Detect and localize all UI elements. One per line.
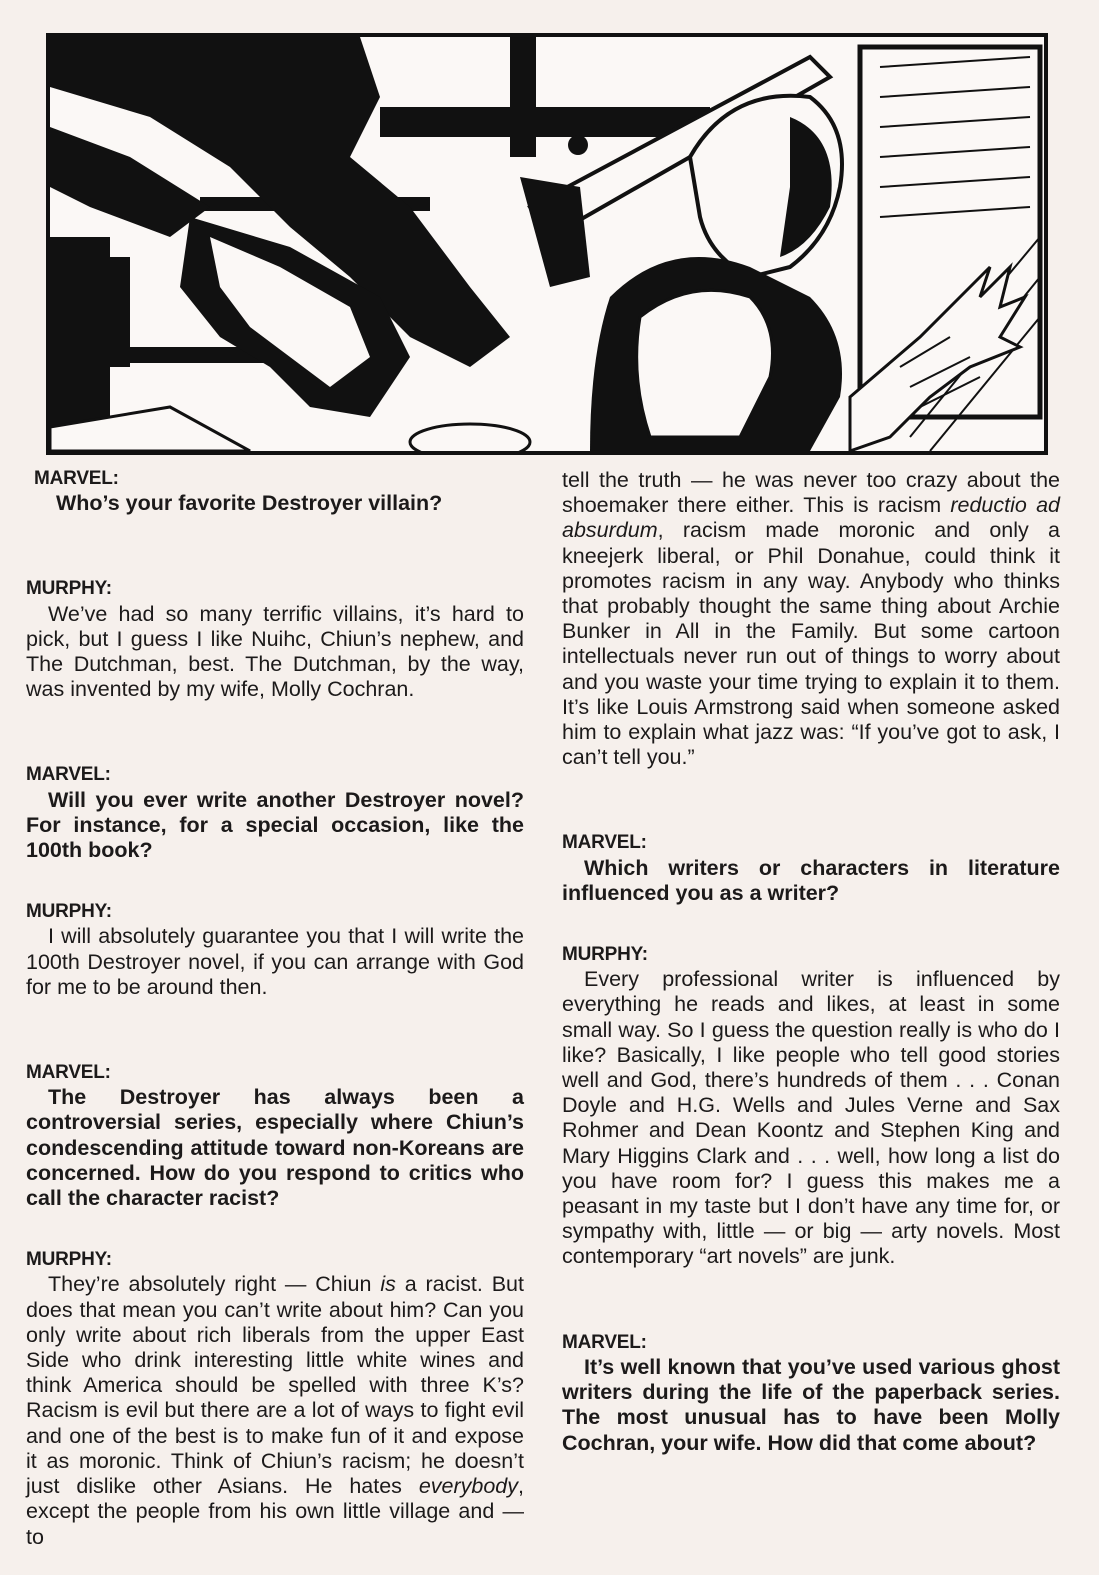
answer-text-part: , racism made moronic and only a kneejerk liberal, or Phil Donahue, could think it promotes racism in any way. Anybody who thinks that probably thought the same thing about Archie Bunker in All in the Family. But some cartoon intellectuals never run out of things to worry about and you waste your time trying to explain it to them. It’s like Louis Armstrong said when someone asked him to explain what jazz was: “If you’ve got to ask, I can’t tell you.” <box>562 518 1060 770</box>
answer-text-emphasis: is <box>380 1272 396 1297</box>
answer-text-part: a racist. But does that mean you can’t write about him? Can you only write about rich liberals from the upper East Side who drink interesting little white wines and think America should be spelled with three K’s? Racism is evil but there are a lot of ways to fight evil and one of the best is to make fun of it and expose it as moronic. Think of Chiun’s racism; he doesn’t just dislike other Asians. He hates <box>26 1272 524 1499</box>
speaker-label: MURPHY: <box>26 901 112 923</box>
answer-text-part: tell the truth — he was never too crazy about the shoemaker there either. This is racism <box>562 468 1060 518</box>
speaker-label: MURPHY: <box>26 1249 112 1271</box>
answer-text-part: They’re absolutely right — Chiun <box>48 1272 381 1297</box>
speaker-label: MARVEL: <box>26 1062 111 1084</box>
speaker-label: MARVEL: <box>562 832 647 854</box>
answer-text-part: , except the people from his own little village and — to <box>26 1474 524 1549</box>
comic-panel-illustration <box>46 33 1048 455</box>
speaker-label: MARVEL: <box>26 764 111 786</box>
question-text: The Destroyer has always been a controversial series, especially where Chiun’s condescending attitude toward non-Koreans are concerned. How do you respond to critics who call the character racist? <box>26 1085 524 1211</box>
answer-text: We’ve had so many terrific villains, it’s hard to pick, but I guess I like Nuihc, Chiun’s nephew, and The Dutchman, best. The Dutchman, by the way, was invented by my wife, Molly Cochran. <box>26 601 524 702</box>
speaker-label: MARVEL: <box>34 468 119 489</box>
answer-text: I will absolutely guarantee you that I will write the 100th Destroyer novel, if you can arrange with God for me to be around then. <box>26 924 524 999</box>
answer-text-emphasis: everybody <box>418 1474 519 1499</box>
speaker-label: MURPHY: <box>26 578 112 600</box>
answer-text: Every professional writer is influenced by everything he reads and likes, at least in some small way. So I guess the question really is who do I like? Basically, I like people who tell good stories well and God, there’s hundreds of them . . . Conan Doyle and H.G. Wells and Jules Verne and Sax Rohmer and Dean Koontz and Stephen King and Mary Higgins Clark and . . . well, how long a list do you have room for? I guess this makes me a peasant in my taste but I don’t have any time for, or sympathy with, little — or big — arty novels. Most contemporary “art novels” are junk. <box>562 967 1060 1269</box>
answer-text-emphasis: reductio ad absurdum <box>562 493 1060 543</box>
answer-continuation <box>562 468 1060 770</box>
question-text: Will you ever write another Destroyer novel? For instance, for a special occasion, like the 100th book? <box>26 787 524 863</box>
speaker-label: MARVEL: <box>562 1331 647 1353</box>
comic-panel-old-man-icon <box>50 37 1044 451</box>
question-text: It’s well known that you’ve used various ghost writers during the life of the paperback series. The most unusual has to have been Molly Cochran, your wife. How did that come about? <box>562 1354 1060 1455</box>
right-column <box>562 468 1060 1456</box>
question-text: Who’s your favorite Destroyer villain? <box>56 491 443 516</box>
speaker-label: MURPHY: <box>562 944 648 966</box>
answer-text <box>26 1272 524 1549</box>
left-column <box>26 466 524 1550</box>
question-text: Which writers or characters in literature influenced you as a writer? <box>562 855 1060 905</box>
